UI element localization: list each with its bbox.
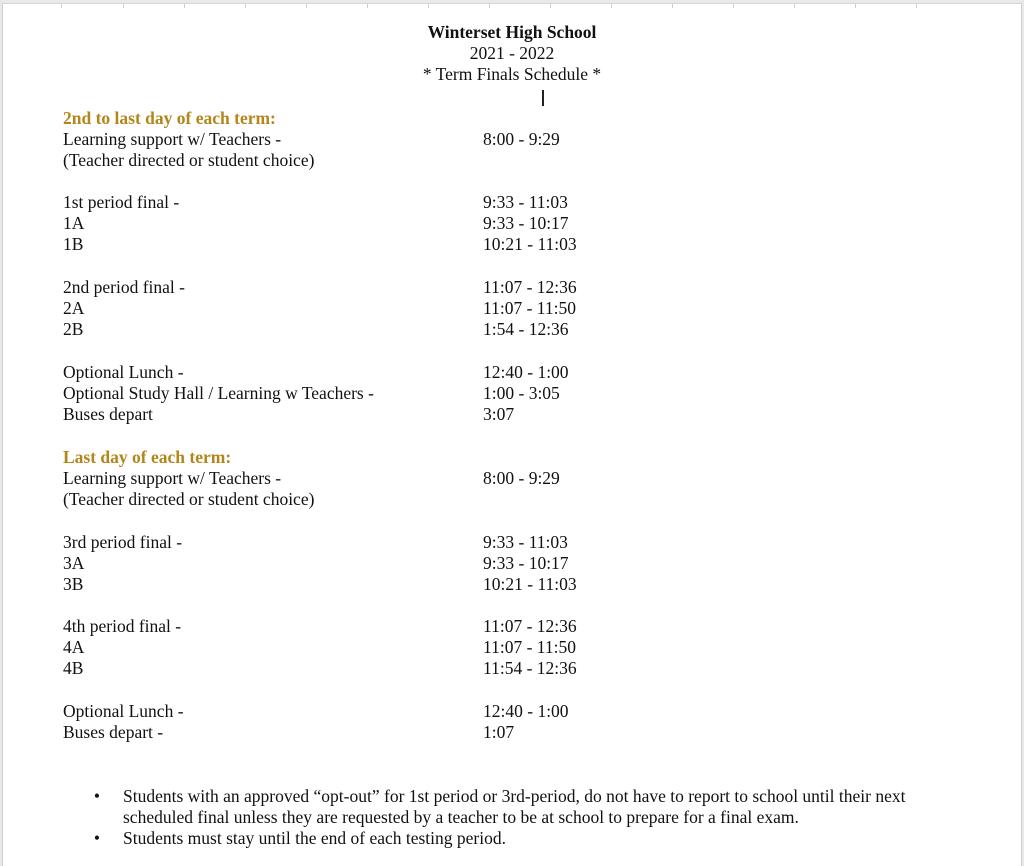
ruler-tick bbox=[367, 4, 368, 8]
period1-time: 9:33 - 11:03 bbox=[483, 192, 568, 212]
school-title: Winterset High School bbox=[427, 22, 597, 42]
period3-label: 3rd period final - bbox=[63, 532, 183, 552]
period2a-label: 2A bbox=[63, 298, 85, 318]
day1-support-time: 8:00 - 9:29 bbox=[483, 129, 560, 149]
ruler-tick bbox=[611, 4, 612, 8]
ruler-tick bbox=[916, 4, 917, 8]
day1-study-label: Optional Study Hall / Learning w Teachers - bbox=[63, 383, 374, 403]
period2-label: 2nd period final - bbox=[63, 277, 185, 297]
list-item bbox=[92, 786, 972, 828]
day1-support-note: (Teacher directed or student choice) bbox=[63, 150, 315, 170]
day2-heading: Last day of each term: bbox=[63, 447, 232, 467]
period2a-time: 11:07 - 11:50 bbox=[483, 298, 577, 318]
ruler-tick bbox=[184, 4, 185, 8]
bullet-icon: • bbox=[93, 786, 101, 806]
ruler-tick bbox=[794, 4, 795, 8]
day1-lunch-time: 12:40 - 1:00 bbox=[483, 362, 569, 382]
ruler-tick bbox=[489, 4, 490, 8]
period1a-label: 1A bbox=[63, 213, 85, 233]
ruler-tick bbox=[245, 4, 246, 8]
period2b-time: 1:54 - 12:36 bbox=[483, 319, 569, 339]
period2-time: 11:07 - 12:36 bbox=[483, 277, 577, 297]
ruler-tick bbox=[61, 4, 62, 8]
note-text: Students must stay until the end of each testing period. bbox=[123, 828, 506, 848]
day2-lunch-label: Optional Lunch - bbox=[63, 701, 184, 721]
period1-label: 1st period final - bbox=[63, 192, 180, 212]
period2b-label: 2B bbox=[63, 319, 84, 339]
ruler-tick bbox=[733, 4, 734, 8]
day2-support-time: 8:00 - 9:29 bbox=[483, 468, 560, 488]
day1-buses-time: 3:07 bbox=[483, 404, 515, 424]
day2-support-label: Learning support w/ Teachers - bbox=[63, 468, 282, 488]
document-header bbox=[0, 22, 1024, 85]
day2-lunch-time: 12:40 - 1:00 bbox=[483, 701, 569, 721]
ruler-tick bbox=[672, 4, 673, 8]
ruler-tick bbox=[123, 4, 124, 8]
day1-heading: 2nd to last day of each term: bbox=[63, 108, 276, 128]
period4a-time: 11:07 - 11:50 bbox=[483, 637, 577, 657]
period3-time: 9:33 - 11:03 bbox=[483, 532, 568, 552]
period3b-label: 3B bbox=[63, 574, 84, 594]
day1-study-time: 1:00 - 3:05 bbox=[483, 383, 560, 403]
period3a-time: 9:33 - 10:17 bbox=[483, 553, 569, 573]
day1-buses-label: Buses depart bbox=[63, 404, 153, 424]
ruler-tick bbox=[550, 4, 551, 8]
ruler-tick bbox=[428, 4, 429, 8]
bullet-icon: • bbox=[93, 828, 101, 848]
period4b-time: 11:54 - 12:36 bbox=[483, 658, 577, 678]
period4a-label: 4A bbox=[63, 637, 85, 657]
ruler-tick bbox=[855, 4, 856, 8]
period4b-label: 4B bbox=[63, 658, 84, 678]
school-year: 2021 - 2022 bbox=[469, 43, 555, 63]
period3b-time: 10:21 - 11:03 bbox=[483, 574, 577, 594]
day2-support-note: (Teacher directed or student choice) bbox=[63, 489, 315, 509]
note-text: Students with an approved “opt-out” for 1st period or 3rd-period, do not have to report to school until their next scheduled final unless they are requested by a teacher to be at school to prepare for a final exam. bbox=[123, 786, 906, 827]
day2-buses-label: Buses depart - bbox=[63, 722, 164, 742]
day1-lunch-label: Optional Lunch - bbox=[63, 362, 184, 382]
period3a-label: 3A bbox=[63, 553, 85, 573]
period4-label: 4th period final - bbox=[63, 616, 182, 636]
ruler-tick bbox=[306, 4, 307, 8]
period4-time: 11:07 - 12:36 bbox=[483, 616, 577, 636]
day2-buses-time: 1:07 bbox=[483, 722, 515, 742]
period1b-label: 1B bbox=[63, 234, 84, 254]
period1b-time: 10:21 - 11:03 bbox=[483, 234, 577, 254]
text-cursor bbox=[542, 90, 544, 106]
period1a-time: 9:33 - 10:17 bbox=[483, 213, 569, 233]
notes-list bbox=[92, 786, 972, 849]
list-item bbox=[92, 828, 972, 849]
day1-support-label: Learning support w/ Teachers - bbox=[63, 129, 282, 149]
schedule-subtitle: * Term Finals Schedule * bbox=[422, 64, 602, 84]
